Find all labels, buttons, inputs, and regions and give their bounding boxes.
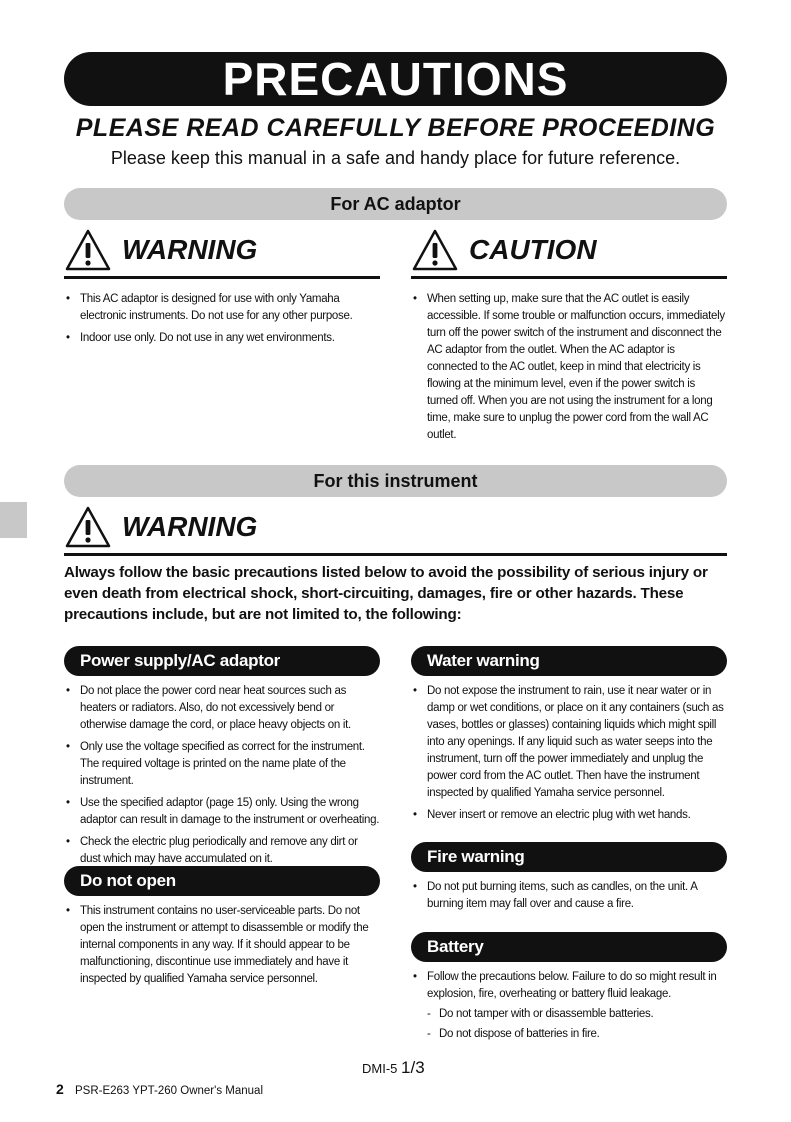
ac-caution-header (411, 226, 727, 279)
list-item: • Do not put burning items, such as candles, on the unit. A burning item may fall over and cause a fire. (411, 879, 727, 913)
list-item: - Do not dispose of batteries in fire. (427, 1026, 727, 1043)
list-item: • This AC adaptor is designed for use with only Yamaha electronic instruments. Do not use for any other purpose. (64, 291, 380, 325)
page-title: PRECAUTIONS (64, 52, 727, 106)
page-footer (56, 1081, 263, 1097)
warning-triangle-icon (64, 505, 112, 549)
list-item: • Only use the voltage specified as correct for the instrument. The required voltage is printed on the name plate of the instrument. (64, 739, 380, 790)
instrument-warning-heading (64, 503, 727, 556)
keep-note: Please keep this manual in a safe and handy place for future reference. (110, 148, 681, 168)
battery-list (411, 969, 727, 1043)
fire-warning-heading: Fire warning (411, 842, 727, 872)
list-item: • This instrument contains no user-serviceable parts. Do not open the instrument or attempt to disassemble or modify the internal components in any way. If it should appear to be malfunctioning, discontinue use immediately and have it inspected by qualified Yamaha service personnel. (64, 903, 380, 988)
document-code (362, 1058, 425, 1078)
section-band-ac-adaptor: For AC adaptor (64, 188, 727, 220)
manual-title: PSR-E263 YPT-260 Owner's Manual (75, 1085, 263, 1097)
water-warning-heading: Water warning (411, 646, 727, 676)
list-item: • When setting up, make sure that the AC outlet is easily accessible. If some trouble or malfunction occurs, immediately turn off the power switch of the instrument and disconnect the AC adaptor from the outlet. When the AC adaptor is connected to the AC outlet, keep in mind that electricity is flowing at the minimum level, even if the power switch is turned off. When you are not using the instrument for a long time, make sure to unplug the power cord from the wall AC outlet. (411, 291, 727, 444)
power-supply-heading: Power supply/AC adaptor (64, 646, 380, 676)
fire-warning-list (411, 879, 727, 913)
ac-warning-header (64, 226, 380, 279)
list-item (411, 969, 727, 1043)
ac-caution-list (411, 291, 727, 444)
warning-label: WARNING (122, 234, 258, 265)
do-not-open-list (64, 903, 380, 988)
ac-warning-list (64, 291, 380, 347)
warning-label: WARNING (122, 511, 258, 542)
battery-block (411, 932, 727, 1048)
side-tab (0, 502, 27, 538)
intro-paragraph: Always follow the basic precautions listed below to avoid the possibility of serious injury or even death from electrical shock, short-circuiting, damages, fire or other hazards. These precautions include, but are not limited to, the following: (64, 564, 708, 623)
power-supply-list (64, 683, 380, 868)
doc-code: DMI-5 (362, 1061, 398, 1076)
do-not-open-block (64, 866, 380, 993)
list-item: • Never insert or remove an electric plug with wet hands. (411, 807, 727, 824)
section-band-instrument: For this instrument (64, 465, 727, 497)
battery-item-text: Follow the precautions below. Failure to do so might result in explosion, fire, overheating or battery fluid leakage. (427, 971, 717, 1000)
water-warning-block (411, 646, 727, 829)
caution-label: CAUTION (469, 234, 597, 265)
list-item: • Do not place the power cord near heat sources such as heaters or radiators. Also, do not excessively bend or otherwise damage the cord, or place heavy objects on it. (64, 683, 380, 734)
page-subtitle: PLEASE READ CAREFULLY BEFORE PROCEEDING (75, 114, 716, 142)
warning-triangle-icon (411, 228, 459, 272)
do-not-open-heading: Do not open (64, 866, 380, 896)
list-item: • Use the specified adaptor (page 15) only. Using the wrong adaptor can result in damage to the instrument or overheating. (64, 795, 380, 829)
battery-sub-list (427, 1006, 727, 1043)
doc-page: 1/3 (401, 1058, 425, 1077)
list-item: - Do not tamper with or disassemble batteries. (427, 1006, 727, 1023)
ac-caution-block (411, 226, 727, 449)
list-item: • Check the electric plug periodically and remove any dirt or dust which may have accumulated on it. (64, 834, 380, 868)
warning-triangle-icon (64, 228, 112, 272)
fire-warning-block (411, 842, 727, 918)
page-number: 2 (56, 1081, 64, 1097)
battery-heading: Battery (411, 932, 727, 962)
list-item: • Indoor use only. Do not use in any wet environments. (64, 330, 380, 347)
list-item: • Do not expose the instrument to rain, use it near water or in damp or wet conditions, or place on it any containers (such as vases, bottles or glasses) containing liquids which might spill into any openings. If any liquid such as water seeps into the instrument, turn off the power immediately and unplug the power cord from the AC outlet. Then have the instrument inspected by qualified Yamaha service personnel. (411, 683, 727, 802)
power-supply-block (64, 646, 380, 873)
ac-warning-block (64, 226, 380, 352)
instrument-warning-header (64, 503, 727, 556)
water-warning-list (411, 683, 727, 824)
